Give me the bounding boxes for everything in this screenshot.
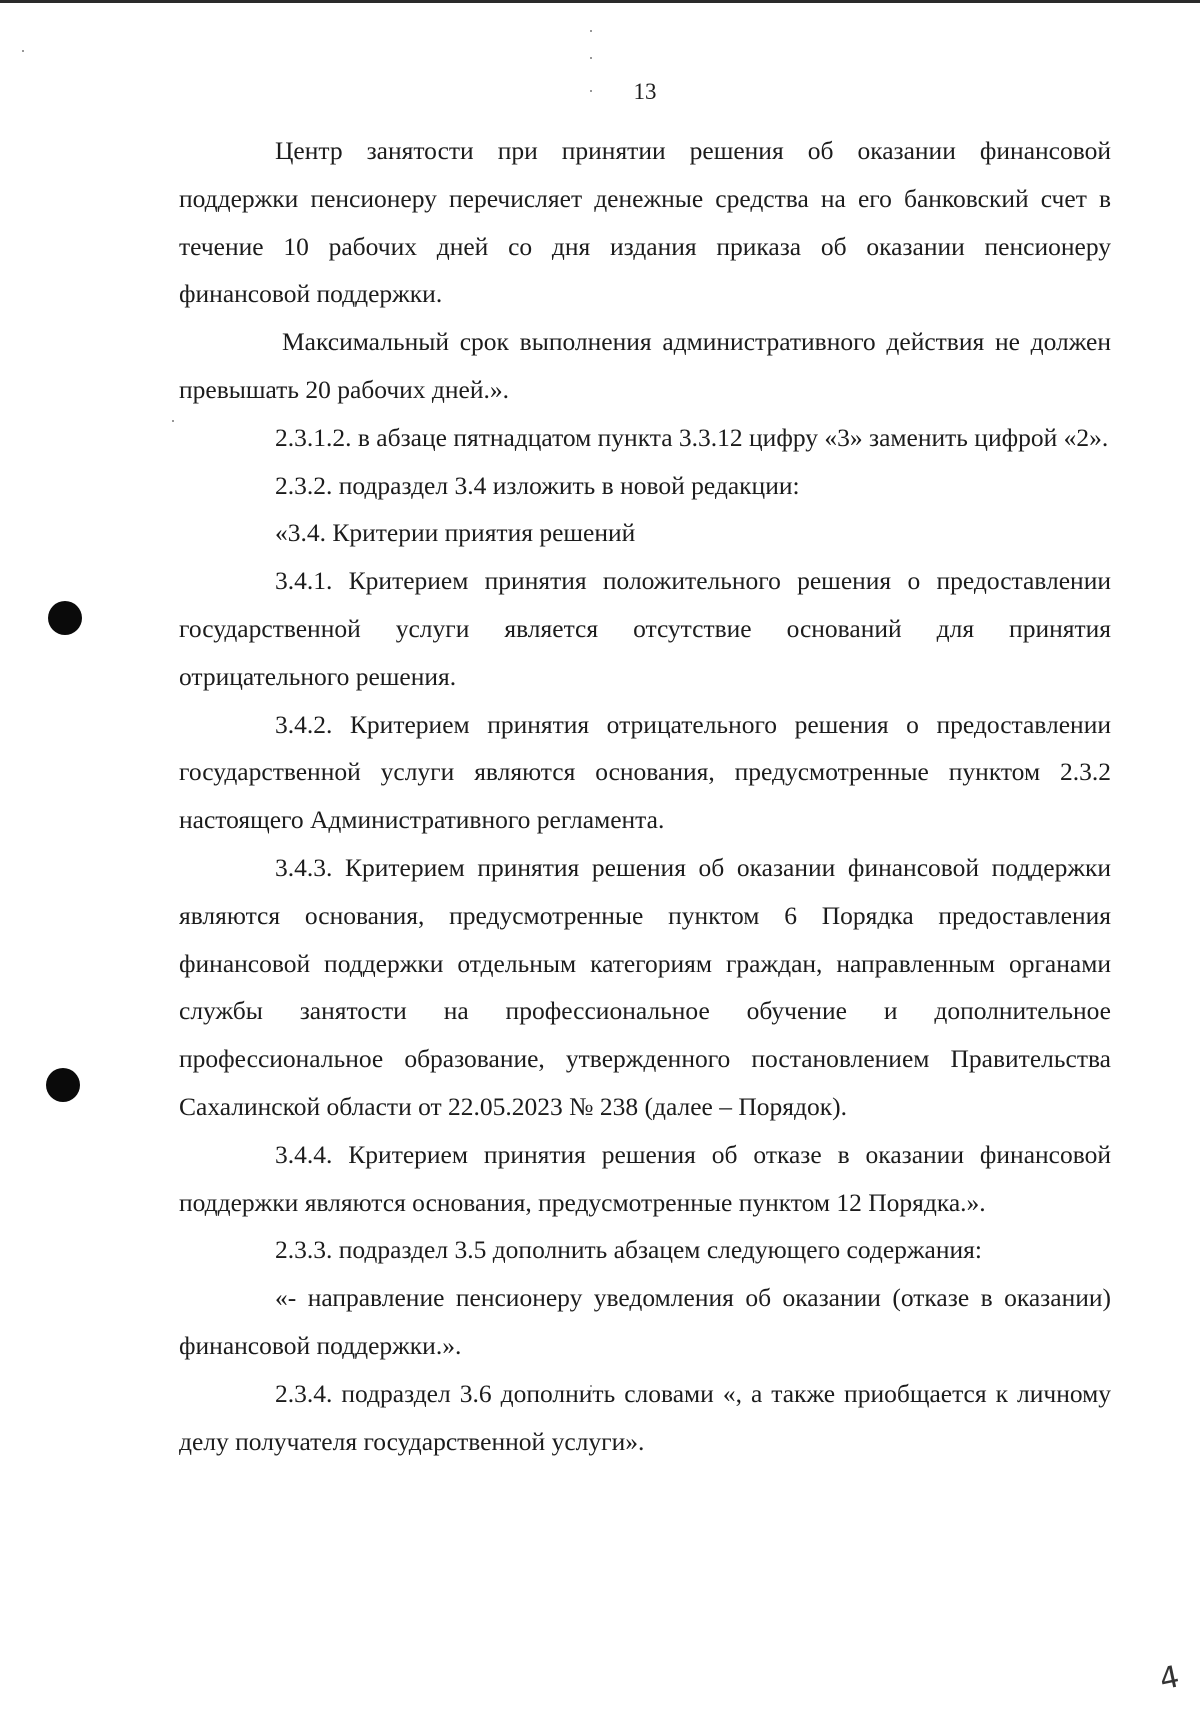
punch-hole	[48, 601, 82, 635]
scan-speck	[590, 57, 592, 59]
paragraph: 3.4.4. Критерием принятия решения об отказе в оказании финансовой поддержки являются основания, предусмотренные пунктом 12 Порядка.».	[179, 1139, 1111, 1217]
punch-hole	[46, 1068, 80, 1102]
paragraph: 3.4.1. Критерием принятия положительного решения о предоставлении государственной услуги является отсутствие оснований для принятия отрицательного решения.	[179, 566, 1111, 691]
scan-edge	[0, 0, 1200, 3]
scan-speck	[590, 30, 592, 32]
paragraph: Центр занятости при принятии решения об оказании финансовой поддержки пенсионеру перечисляет денежные средства на его банковский счет в течение 10 рабочих дней со дня издания приказа об оказании пенсионеру финансовой поддержки.	[179, 136, 1111, 309]
paragraph: 2.3.1.2. в абзаце пятнадцатом пункта 3.3.12 цифру «3» заменить цифрой «2».	[275, 422, 1109, 452]
paragraph: 3.4.3. Критерием принятия решения об оказании финансовой поддержки являются основания, предусмотренные пунктом 6 Порядка предоставления финансовой поддержки отдельным категориям граждан, направленным органами службы занятости на профессиональное обучение и дополнительное профессиональное образование, утвержденного постановлением Правительства Сахалинской области от 22.05.2023 № 238 (далее – Порядок).	[179, 852, 1111, 1121]
scan-speck	[172, 420, 174, 422]
document-body	[179, 127, 1111, 1465]
handwritten-page-mark: 4	[1156, 1659, 1183, 1698]
paragraph: «- направление пенсионеру уведомления об оказании (отказе в оказании) финансовой поддержки.».	[179, 1283, 1111, 1360]
section-heading: «3.4. Критерии приятия решений	[275, 518, 636, 548]
paragraph: 3.4.2. Критерием принятия отрицательного решения о предоставлении государственной услуги являются основания, предусмотренные пунктом 2.3.2 настоящего Административного регламента.	[179, 709, 1111, 835]
paragraph: 2.3.4. подраздел 3.6 дополнить словами «, а также приобщается к личному делу получателя государственной услуги».	[179, 1378, 1111, 1456]
paragraph: 2.3.3. подраздел 3.5 дополнить абзацем следующего содержания:	[275, 1235, 982, 1265]
paragraph: Максимальный срок выполнения административного действия не должен превышать 20 рабочих дней.».	[179, 327, 1111, 404]
scan-speck	[22, 50, 24, 52]
paragraph: 2.3.2. подраздел 3.4 изложить в новой редакции:	[275, 470, 800, 500]
page-number: 13	[633, 79, 657, 104]
